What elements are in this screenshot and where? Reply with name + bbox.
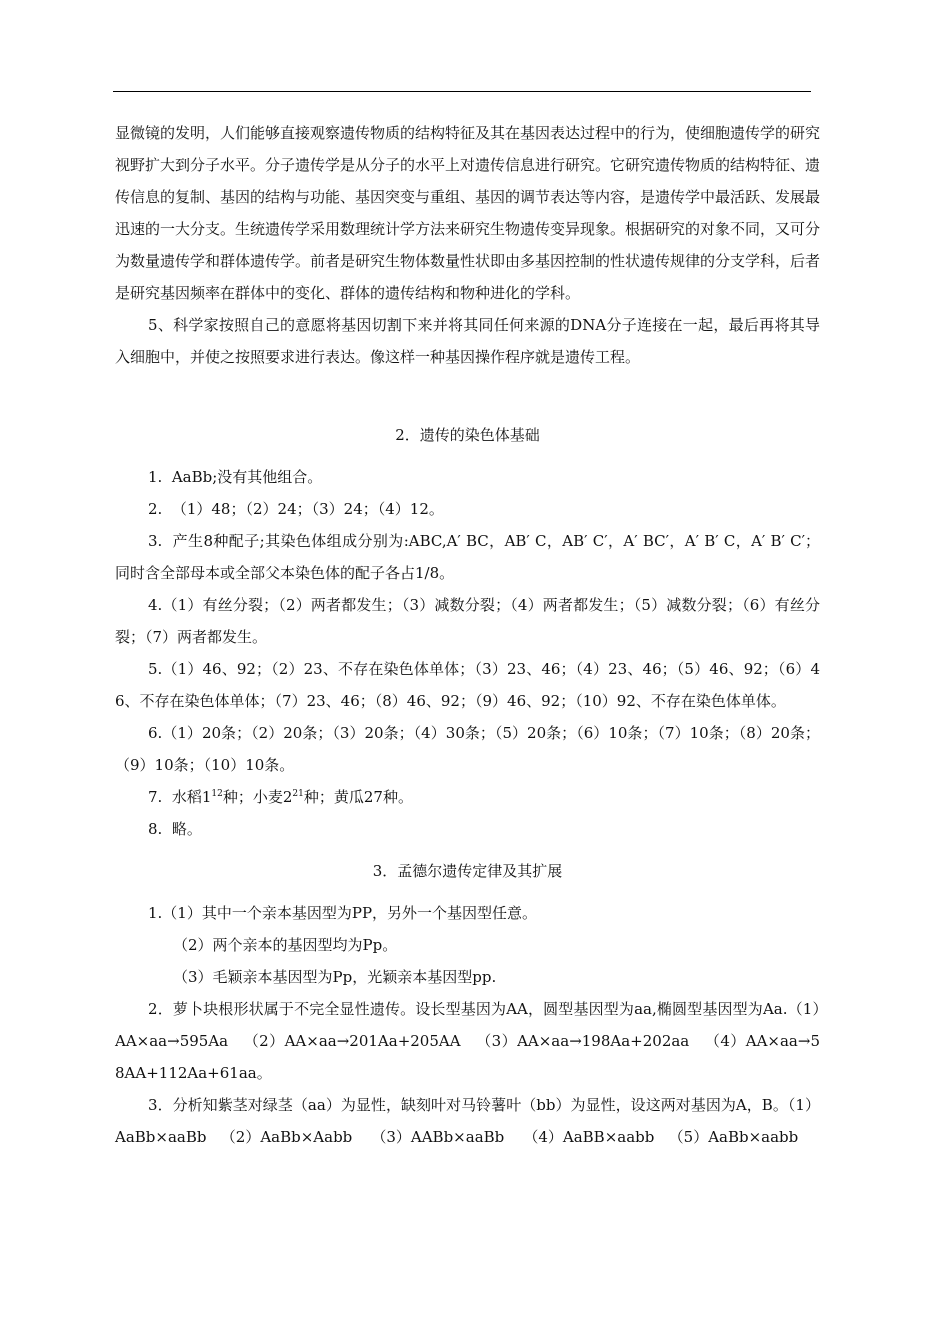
s3-item-1: 1.（1）其中一个亲本基因型为PP，另外一个基因型任意。 xyxy=(148,904,538,922)
s3-item-2: 2．萝卜块根形状属于不完全显性遗传。设长型基因为AA，圆型基因型为aa,椭圆型基因型为Aa.（1）AA×aa→595Aa （2）AA×aa→201Aa+205AA （3）AA×aa→198Aa+202aa （4）AA×aa→58AA+112Aa+61aa。 xyxy=(115,1000,820,1082)
section-3-title: 3．孟德尔遗传定律及其扩展 xyxy=(372,862,563,880)
s2-item-1: 1. AaBb;没有其他组合。 xyxy=(148,468,323,486)
s2-item-2: 2. （1）48；（2）24；（3）24；（4）12。 xyxy=(148,500,444,518)
s2-item-7-sup1: 12 xyxy=(211,789,223,799)
intro-paragraph: 显微镜的发明，人们能够直接观察遗传物质的结构特征及其在基因表达过程中的行为，使细胞遗传学的研究视野扩大到分子水平。分子遗传学是从分子的水平上对遗传信息进行研究。它研究遗传物质的结构特征、遗传信息的复制、基因的结构与功能、基因突变与重组、基因的调节表达等内容，是遗传学中最活跃、发展最迅速的一大分支。生统遗传学采用数理统计学方法来研究生物遗传变异现象。根据研究的对象不同，又可分为数量遗传学和群体遗传学。前者是研究生物体数量性状即由多基因控制的性状遗传规律的分支学科，后者是研究基因频率在群体中的变化、群体的遗传结构和物种进化的学科。 xyxy=(115,124,821,302)
s2-item-7-a: 7. 水稻1 xyxy=(148,788,212,806)
s2-item-3: 3. 产生8种配子;其染色体组成分别为:ABC,A′ BC，AB′ C，AB′ C′，A′ BC′，A′ B′ C，A′ B′ C′；同时含全部母本或全部父本染色体的配子各占1/8。 xyxy=(115,532,820,582)
s2-item-7 xyxy=(115,781,820,813)
s3-item-1-3: （3）毛颖亲本基因型为Pp，光颖亲本基因型pp. xyxy=(173,968,497,986)
document-body xyxy=(115,117,820,1153)
s2-item-8: 8. 略。 xyxy=(148,820,202,838)
header-rule xyxy=(113,91,811,92)
s3-item-1-2: （2）两个亲本的基因型均为Pp。 xyxy=(173,936,398,954)
s2-item-4: 4.（1）有丝分裂；（2）两者都发生；（3）减数分裂；（4）两者都发生；（5）减数分裂；（6）有丝分裂；（7）两者都发生。 xyxy=(115,596,820,646)
s2-item-7-c: 种；黄瓜27种。 xyxy=(303,788,413,806)
s2-item-7-sup2: 21 xyxy=(292,789,304,799)
section-2-title: 2．遗传的染色体基础 xyxy=(395,426,540,444)
s2-item-6: 6.（1）20条；（2）20条；（3）20条；（4）30条；（5）20条；（6）10条；（7）10条；（8）20条；（9）10条；（10）10条。 xyxy=(115,724,820,774)
answer-5-paragraph: 5、科学家按照自己的意愿将基因切割下来并将其同任何来源的DNA分子连接在一起，最后再将其导入细胞中，并使之按照要求进行表达。像这样一种基因操作程序就是遗传工程。 xyxy=(115,316,820,366)
s2-item-5: 5.（1）46、92；（2）23、不存在染色体单体；（3）23、46；（4）23、46；（5）46、92；（6）46、不存在染色体单体；（7）23、46；（8）46、92；（9）46、92；（10）92、不存在染色体单体。 xyxy=(115,660,820,710)
s2-item-7-b: 种；小麦2 xyxy=(222,788,293,806)
s3-item-3: 3．分析知紫茎对绿茎（aa）为显性，缺刻叶对马铃薯叶（bb）为显性，设这两对基因为A，B。（1）AaBb×aaBb （2）AaBb×Aabb （3）AABb×aaBb （4）AaBB×aabb （5）AaBb×aabb xyxy=(115,1096,820,1146)
